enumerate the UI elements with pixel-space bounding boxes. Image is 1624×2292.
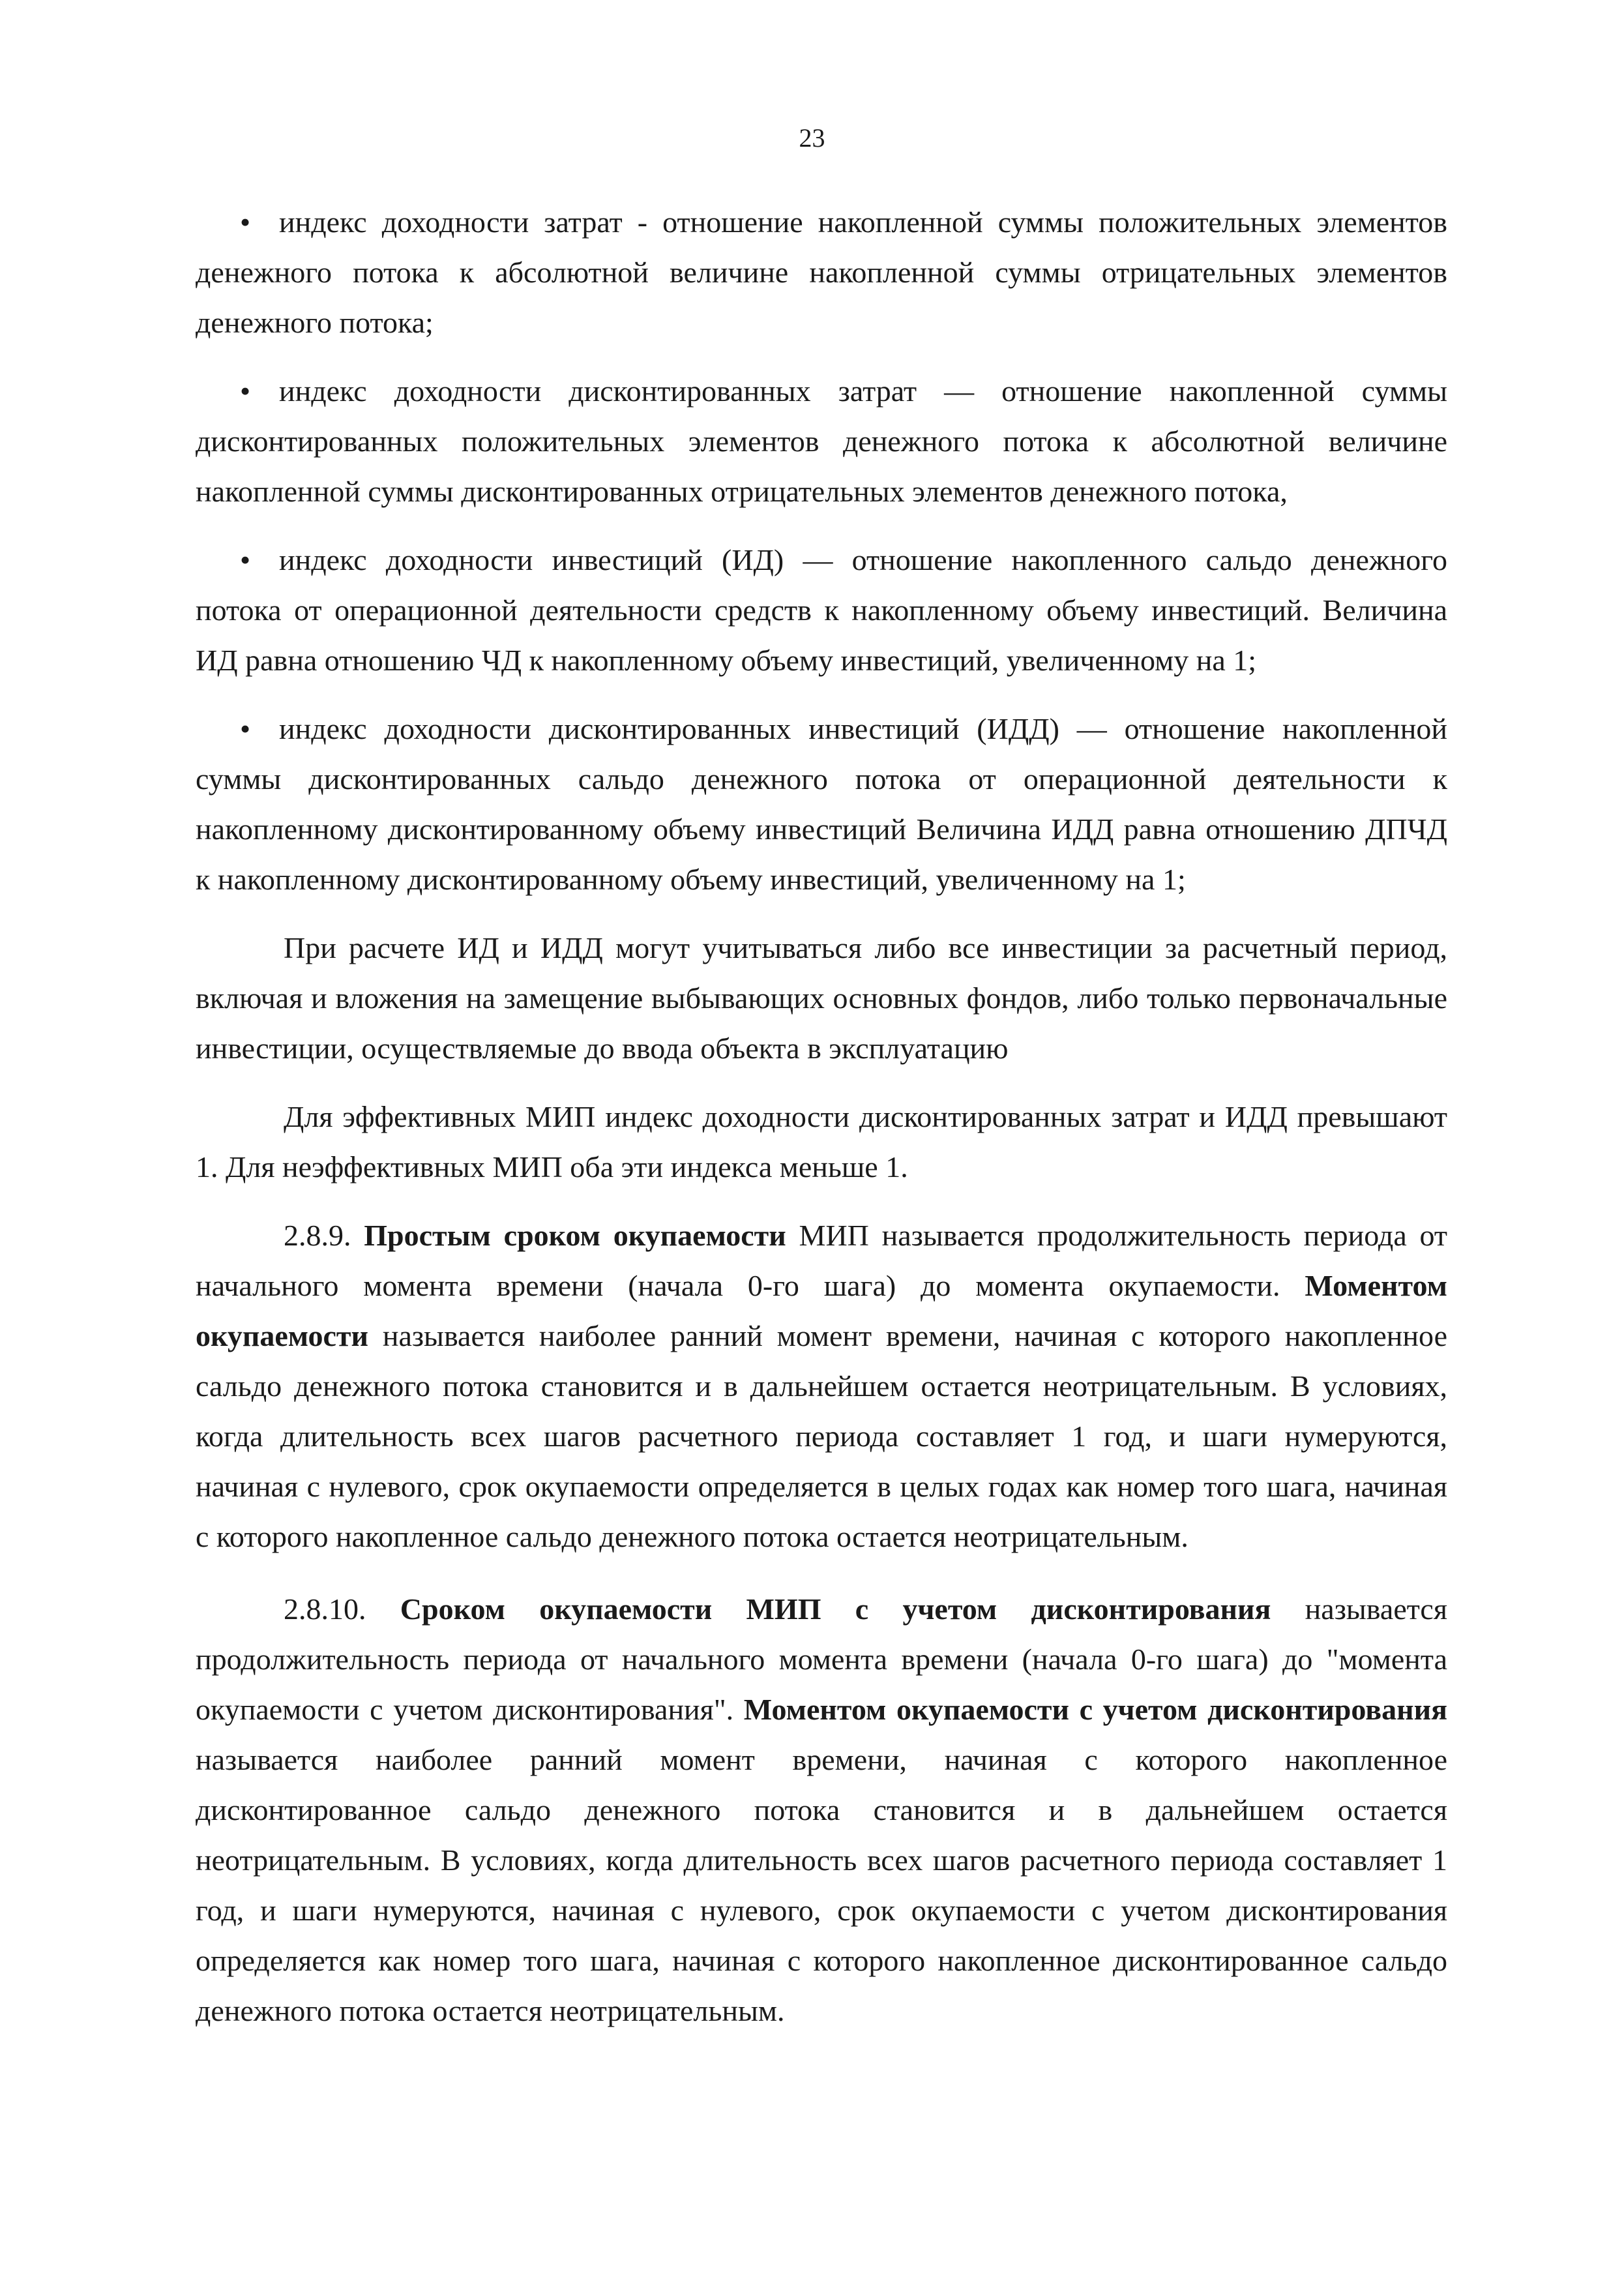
- bullet-icon: •: [240, 205, 251, 239]
- bullet-term: индекс доходности затрат: [279, 205, 623, 239]
- section-2-8-10: [196, 1584, 1447, 2036]
- section-text: называется наиболее ранний момент времени, начиная с которого накопленное дисконтированное сальдо денежного потока становится и в дальнейшем остается неотрицательным. В условиях, когда длительность всех шагов расчетного периода составляет 1 год, и шаги нумеруются, начиная с нулевого, срок окупаемости с учетом дисконтирования определяется как номер того шага, начиная с которого накопленное дисконтированное сальдо денежного потока остается неотрицательным.: [196, 1743, 1447, 2027]
- document-body: [196, 197, 1447, 2054]
- section-number: 2.8.9.: [284, 1219, 364, 1252]
- bullet-item-discounted-investment-profitability-index: [196, 704, 1447, 904]
- defined-term: Простым сроком окупаемости: [364, 1219, 786, 1252]
- paragraph-efficiency-criterion: Для эффективных МИП индекс доходности дисконтированных затрат и ИДД превышают 1. Для неэффективных МИП оба эти индекса меньше 1.: [196, 1100, 1447, 1183]
- bullet-item-investment-profitability-index: [196, 535, 1447, 685]
- bullet-term: индекс доходности инвестиций (ИД): [279, 543, 784, 576]
- bullet-text: - отношение накопленной суммы положительных элементов денежного потока к абсолютной величине накопленной суммы отрицательных элементов денежного потока;: [196, 205, 1447, 339]
- bullet-icon: •: [240, 374, 251, 408]
- bullet-text: — отношение накопленной суммы дисконтированных сальдо денежного потока от операционной деятельности к накопленному дисконтированному объему инвестиций Величина ИДД равна отношению ДПЧД к накопленному дисконтированному объему инвестиций, увеличенному на 1;: [196, 712, 1447, 896]
- section-number: 2.8.10.: [284, 1592, 400, 1626]
- bullet-icon: •: [240, 712, 251, 745]
- section-text: называется продолжительность периода от начального момента времени (начала 0-го шага) до "момента окупаемости с учетом дисконтирования".: [196, 1592, 1447, 1726]
- bullet-term: индекс доходности дисконтированных инвестиций (ИДД): [279, 712, 1059, 745]
- section-text: называется наиболее ранний момент времени, начиная с которого накопленное сальдо денежного потока становится и в дальнейшем остается неотрицательным. В условиях, когда длительность всех шагов расчетного периода составляет 1 год, и шаги нумеруются, начиная с нулевого, срок окупаемости определяется в целых годах как номер того шага, начиная с которого накопленное сальдо денежного потока остается неотрицательным.: [196, 1319, 1447, 1553]
- bullet-term: индекс доходности дисконтированных затрат: [279, 374, 917, 408]
- bullet-item-discounted-cost-profitability-index: [196, 366, 1447, 516]
- defined-term: Моментом окупаемости с учетом дисконтирования: [743, 1693, 1447, 1726]
- defined-term: Сроком окупаемости МИП с учетом дисконтирования: [400, 1592, 1271, 1626]
- section-text: МИП называется продолжительность периода от начального момента времени (начала 0-го шага) до момента окупаемости.: [196, 1219, 1448, 1302]
- defined-term: Моментом окупаемости: [196, 1269, 1447, 1352]
- bullet-text: — отношение накопленной суммы дисконтированных положительных элементов денежного потока к абсолютной величине накопленной суммы дисконтированных отрицательных элементов денежного потока,: [196, 374, 1447, 508]
- bullet-item-cost-profitability-index: [196, 197, 1447, 348]
- bullet-text: — отношение накопленного сальдо денежного потока от операционной деятельности средств к накопленному объему инвестиций. Величина ИД равна отношению ЧД к накопленному объему инвестиций, увеличенному на 1;: [196, 543, 1447, 677]
- paragraph-investment-accounting: При расчете ИД и ИДД могут учитываться либо все инвестиции за расчетный период, включая и вложения на замещение выбывающих основных фондов, либо только первоначальные инвестиции, осуществляемые до ввода объекта в эксплуатацию: [196, 931, 1447, 1065]
- page-number: 23: [799, 123, 825, 153]
- bullet-icon: •: [240, 543, 251, 576]
- section-2-8-9: [196, 1210, 1447, 1562]
